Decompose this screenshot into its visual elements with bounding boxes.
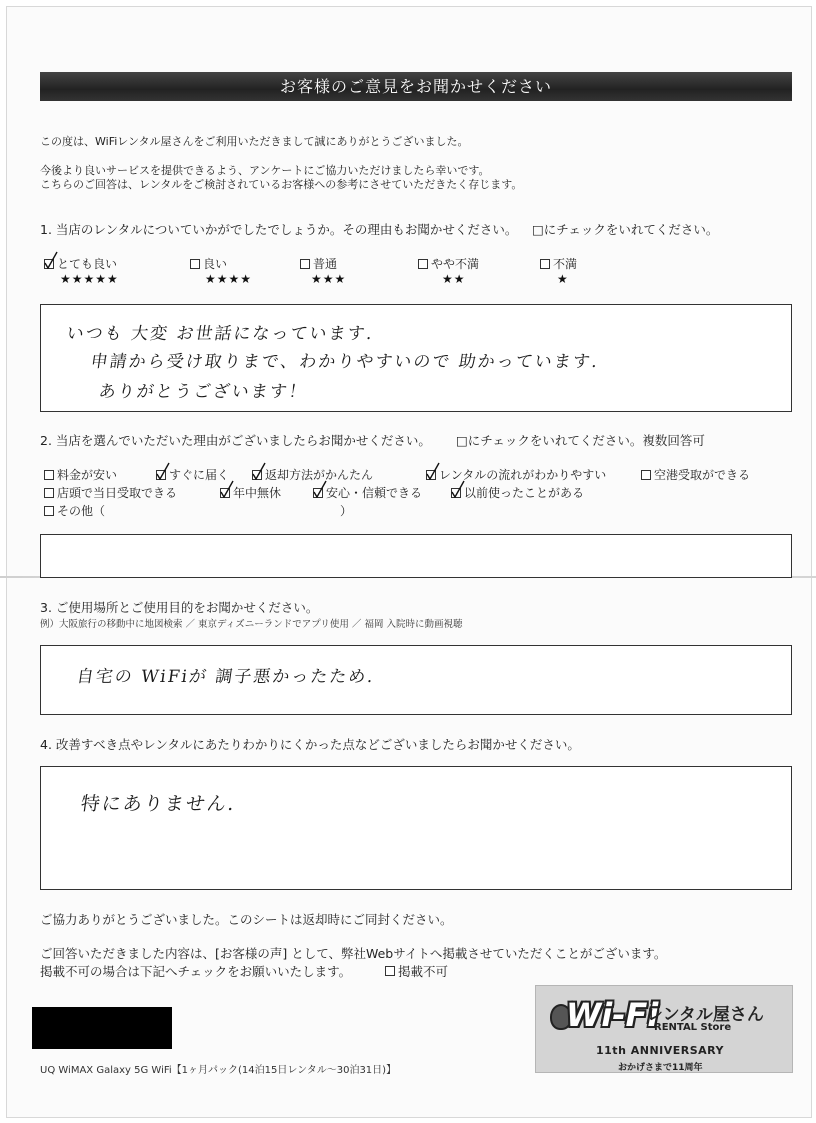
q2-option-clear-flow[interactable] xyxy=(426,466,606,483)
redacted-name xyxy=(32,1007,172,1049)
checkbox[interactable] xyxy=(44,470,54,480)
checkbox[interactable] xyxy=(156,470,166,480)
logo-anniversary: 11th ANNIVERSARY xyxy=(596,1044,725,1057)
footer-thanks: ご協力ありがとうございました。このシートは返却時にご同封ください。 xyxy=(40,912,453,927)
q4-answer-box[interactable] xyxy=(40,766,792,890)
q2-option-open-all-year[interactable] xyxy=(220,484,281,501)
q2-option-label: レンタルの流れがわかりやすい xyxy=(439,468,607,482)
intro-line-1: この度は、WiFiレンタル屋さんをご利用いただきまして誠にありがとうございました。 xyxy=(40,135,469,148)
q2-option-label: 空港受取ができる xyxy=(654,468,751,482)
q4-answer: 特にありません. xyxy=(79,793,238,815)
q1-stars-2: ★★ xyxy=(442,272,466,286)
q2-instruction: □にチェックをいれてください。複数回答可 xyxy=(456,433,705,448)
q2-option-label: 返却方法がかんたん xyxy=(265,468,374,482)
q2-option-label: その他（ xyxy=(57,504,106,518)
intro-line-2: 今後より良いサービスを提供できるよう、アンケートにご協力いただけましたら幸いです。 xyxy=(40,164,490,177)
checkbox[interactable] xyxy=(190,259,200,269)
q2-option-label: 安心・信頼できる xyxy=(326,486,423,500)
footer-notice: ご回答いただきました内容は、[お客様の声] として、弊社Webサイトへ掲載させていただくことがございます。 xyxy=(40,946,667,961)
checkbox[interactable] xyxy=(44,259,54,269)
q2-label: 2. 当店を選んでいただいた理由がございましたらお聞かせください。 xyxy=(40,433,431,448)
checkbox[interactable] xyxy=(418,259,428,269)
q3-answer: 自宅の WiFiが 調子悪かったため. xyxy=(75,667,377,687)
q1-option-good[interactable] xyxy=(190,255,227,272)
q2-option-trustworthy[interactable] xyxy=(313,484,422,501)
q3-label: 3. ご使用場所とご使用目的をお聞かせください。 xyxy=(40,600,319,615)
q1-answer-line-3: ありがとうございます！ xyxy=(97,382,310,402)
checkbox[interactable] xyxy=(451,488,461,498)
checkbox[interactable] xyxy=(300,259,310,269)
checkbox[interactable] xyxy=(385,966,395,976)
q2-option-label: 料金が安い xyxy=(57,468,118,482)
checkbox[interactable] xyxy=(540,259,550,269)
q1-stars-3: ★★★ xyxy=(311,272,347,286)
logo-sub-text: RENTAL Store xyxy=(654,1022,732,1033)
q2-option-airport-pickup[interactable] xyxy=(641,466,750,483)
checkbox[interactable] xyxy=(252,470,262,480)
q1-option-dissatisfied[interactable] xyxy=(540,255,577,272)
q1-option-label: とても良い xyxy=(57,257,118,271)
optout-option[interactable] xyxy=(385,962,448,980)
q2-other-close-paren: ） xyxy=(340,504,353,518)
q1-answer-box[interactable] xyxy=(40,304,792,412)
q4-label: 4. 改善すべき点やレンタルにあたりわかりにくかった点などございましたらお聞かせください。 xyxy=(40,737,580,752)
q2-answer-box[interactable] xyxy=(40,534,792,578)
checkbox[interactable] xyxy=(641,470,651,480)
q1-stars-5: ★★★★★ xyxy=(60,272,119,286)
q1-option-label: やや不満 xyxy=(431,257,480,271)
product-name: UQ WiMAX Galaxy 5G WiFi【1ヶ月パック(14泊15日レンタル～30泊31日)】 xyxy=(40,1065,397,1076)
q1-instruction: □にチェックをいれてください。 xyxy=(532,222,719,237)
q1-label: 1. 当店のレンタルについていかがでしたでしょうか。その理由もお聞かせください。 xyxy=(40,222,518,237)
q1-option-very-good[interactable] xyxy=(44,255,117,272)
q1-stars-4: ★★★★ xyxy=(205,272,253,286)
form-title: お客様のご意見をお聞かせください xyxy=(40,72,792,101)
q1-option-label: 普通 xyxy=(313,257,338,271)
q1-option-somewhat-dissatisfied[interactable] xyxy=(418,255,479,272)
checkbox[interactable] xyxy=(313,488,323,498)
q1-option-normal[interactable] xyxy=(300,255,337,272)
intro-line-3: こちらのご回答は、レンタルをご検討されているお客様への参考にさせていただきたく存じます。 xyxy=(40,178,523,191)
q2-option-label: 以前使ったことがある xyxy=(464,486,585,500)
optout-label: 掲載不可 xyxy=(398,964,449,979)
checkbox[interactable] xyxy=(220,488,230,498)
logo-thanks: おかげさまで11周年 xyxy=(618,1063,703,1073)
q1-stars-1: ★ xyxy=(557,272,569,286)
footer-optout-text: 掲載不可の場合は下記へチェックをお願いいたします。 xyxy=(40,964,352,979)
logo-wifi-text: Wi-Fi xyxy=(566,996,659,1034)
q2-option-label: 店頭で当日受取できる xyxy=(57,486,178,500)
q2-option-fast-delivery[interactable] xyxy=(156,466,229,483)
checkbox[interactable] xyxy=(426,470,436,480)
q2-option-store-pickup[interactable] xyxy=(44,484,177,501)
q2-option-other[interactable] xyxy=(44,502,105,519)
q2-option-easy-return[interactable] xyxy=(252,466,373,483)
q3-answer-box[interactable] xyxy=(40,645,792,715)
q1-answer-line-1: いつも 大変 お世話になっています. xyxy=(65,324,376,344)
logo-kana-text: レンタル屋さん xyxy=(646,1005,764,1025)
wifi-rental-logo xyxy=(535,985,793,1073)
q2-option-cheap[interactable] xyxy=(44,466,117,483)
q1-answer-line-2: 申請から受け取りまで、わかりやすいので 助かっています. xyxy=(89,352,601,372)
q1-option-label: 良い xyxy=(203,257,228,271)
q2-option-label: すぐに届く xyxy=(169,468,230,482)
q1-option-label: 不満 xyxy=(553,257,578,271)
q2-option-label: 年中無休 xyxy=(233,486,282,500)
checkbox[interactable] xyxy=(44,488,54,498)
q2-option-used-before[interactable] xyxy=(451,484,584,501)
q3-example: 例）大阪旅行の移動中に地図検索 ／ 東京ディズニーランドでアプリ使用 ／ 福岡 入院時に動画視聴 xyxy=(40,619,463,630)
checkbox[interactable] xyxy=(44,506,54,516)
